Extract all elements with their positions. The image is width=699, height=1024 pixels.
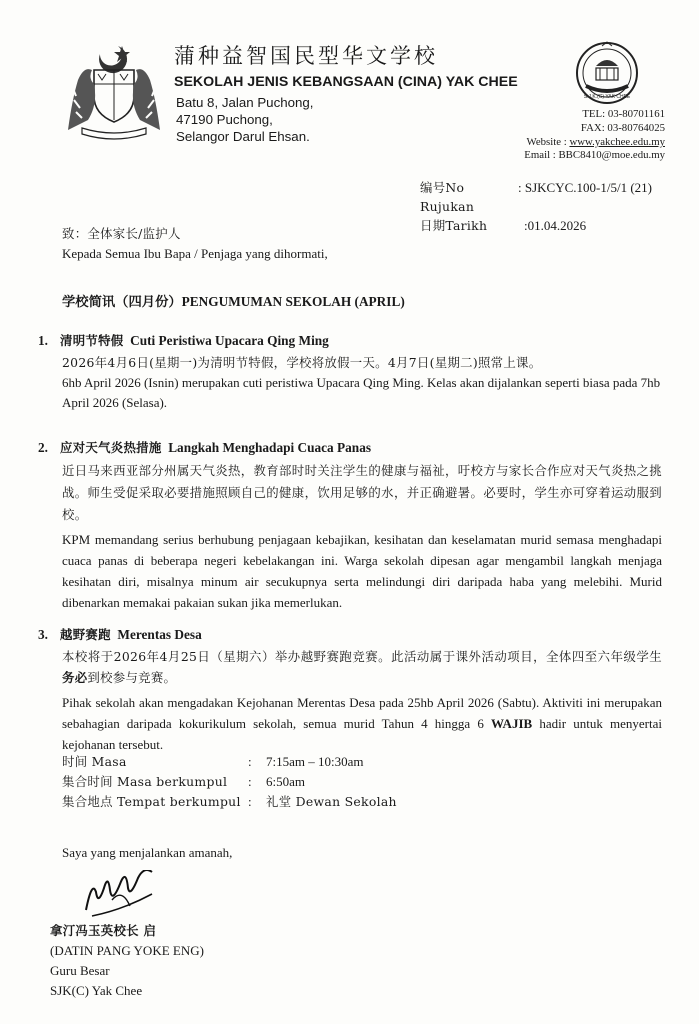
- addressee-ms: Kepada Semua Ibu Bapa / Penjaga yang dihormati,: [62, 246, 328, 261]
- info-row: 集合地点 Tempat berkumpul : 礼堂 Dewan Sekolah: [62, 794, 397, 809]
- section-3-body: [62, 646, 662, 755]
- subject-heading: 学校简讯（四月份）PENGUMUMAN SEKOLAH (APRIL): [62, 294, 405, 309]
- signoff-title: Guru Besar: [50, 963, 110, 978]
- addressee: [62, 224, 328, 264]
- tel: TEL: 03-80701161: [582, 108, 665, 120]
- school-name-chinese: 蒲种益智国民型华文学校: [174, 44, 438, 68]
- section-heading: 3. 越野赛跑 Merentas Desa: [38, 627, 202, 642]
- school-name: SEKOLAH JENIS KEBANGSAAN (CINA) YAK CHEE: [174, 74, 518, 90]
- section-text-cn: 2026年4月6日(星期一)为清明节特假，学校将放假一天。4月7日(星期二)照常上课。: [62, 355, 542, 370]
- badge-text: S.J.K.(C) YAK CHEE: [583, 94, 631, 100]
- info-row: 集合时间 Masa berkumpul : 6:50am: [62, 774, 305, 789]
- addressee-cn: 致：全体家长/监护人: [62, 226, 181, 241]
- signature-block: [50, 921, 204, 1001]
- section-2-body: [62, 460, 662, 613]
- signature-image: [82, 870, 162, 926]
- reference-block: [420, 178, 652, 235]
- section-text-ms: KPM memandang serius berhubung penjagaan kebajikan, kesihatan dan keselamatan murid semasa menghadapi cuaca panas di beberapa negeri kebelakangan ini. Warga sekolah dipesan agar mengambil langkah menjaga kesihatan diri, misalnya minum air secukupnya serta melindungi diri daripada haba yang melebihi. Murid dibenarkan memakai pakaian sukan jika memerlukan.: [62, 532, 662, 610]
- section-heading: 1. 清明节特假 Cuti Peristiwa Upacara Qing Ming: [38, 333, 329, 348]
- signoff-cn: 拿汀冯玉英校长 启: [50, 923, 157, 938]
- fax: FAX: 03-80764025: [580, 121, 665, 134]
- school-badge-logo: [572, 40, 642, 108]
- contact-info: [524, 108, 665, 163]
- event-info-table: [62, 752, 662, 812]
- signoff-school: SJK(C) Yak Chee: [50, 983, 143, 998]
- coat-of-arms-logo: [60, 40, 168, 140]
- address-line: Batu 8, Jalan Puchong,: [176, 95, 314, 110]
- ref-no-value: : SJKCYC.100-1/5/1 (21): [518, 180, 652, 195]
- signoff-name: (DATIN PANG YOKE ENG): [50, 943, 204, 958]
- section-heading: 2. 应对天气炎热措施 Langkah Menghadapi Cuaca Panas: [38, 440, 372, 455]
- section-text-cn: 本校将于2026年4月25日（星期六）举办越野赛跑竞赛。此活动属于课外活动项目，全体四至六年级学生务必到校参与竞赛。: [62, 649, 662, 685]
- website-row: Website : www.yakchee.edu.my: [526, 135, 665, 148]
- section-text-ms: Pihak sekolah akan mengadakan Kejohanan Merentas Desa pada 25hb April 2026 (Sabtu). Aktiviti ini merupakan sebahagian daripada kokurikulum sekolah, semua murid Tahun 4 hingga 6 WAJIB hadir untuk menyertai kejohanan tersebut.: [62, 695, 662, 752]
- address-line: 47190 Puchong,: [176, 112, 273, 127]
- section-1: [38, 331, 329, 349]
- address-line: Selangor Darul Ehsan.: [176, 129, 310, 144]
- info-row: 时间 Masa : 7:15am – 10:30am: [62, 754, 364, 769]
- section-text-ms: 6hb April 2026 (Isnin) merupakan cuti peristiwa Upacara Qing Ming. Kelas akan dijalankan seperti biasa pada 7hb April 2026 (Selasa).: [62, 375, 661, 410]
- section-1-body: [62, 353, 662, 413]
- section-3: [38, 625, 202, 643]
- ref-date-label: 日期Tarikh: [420, 218, 488, 233]
- website-link[interactable]: www.yakchee.edu.my: [569, 135, 665, 148]
- section-text-cn: 近日马来西亚部分州属天气炎热，教育部时时关注学生的健康与福祉，吁校方与家长合作应对天气炎热之挑战。师生受促采取必要措施照顾自己的健康，饮用足够的水，并正确避暑。必要时，学生亦可穿着运动服到校。: [62, 463, 662, 522]
- closing-line: Saya yang menjalankan amanah,: [62, 845, 233, 860]
- email: Email : BBC8410@moe.edu.my: [524, 149, 665, 162]
- ref-date-value: :01.04.2026: [524, 218, 587, 233]
- section-2: [38, 438, 371, 456]
- ref-no-label: 编号No Rujukan: [420, 180, 475, 214]
- school-address: [176, 94, 314, 145]
